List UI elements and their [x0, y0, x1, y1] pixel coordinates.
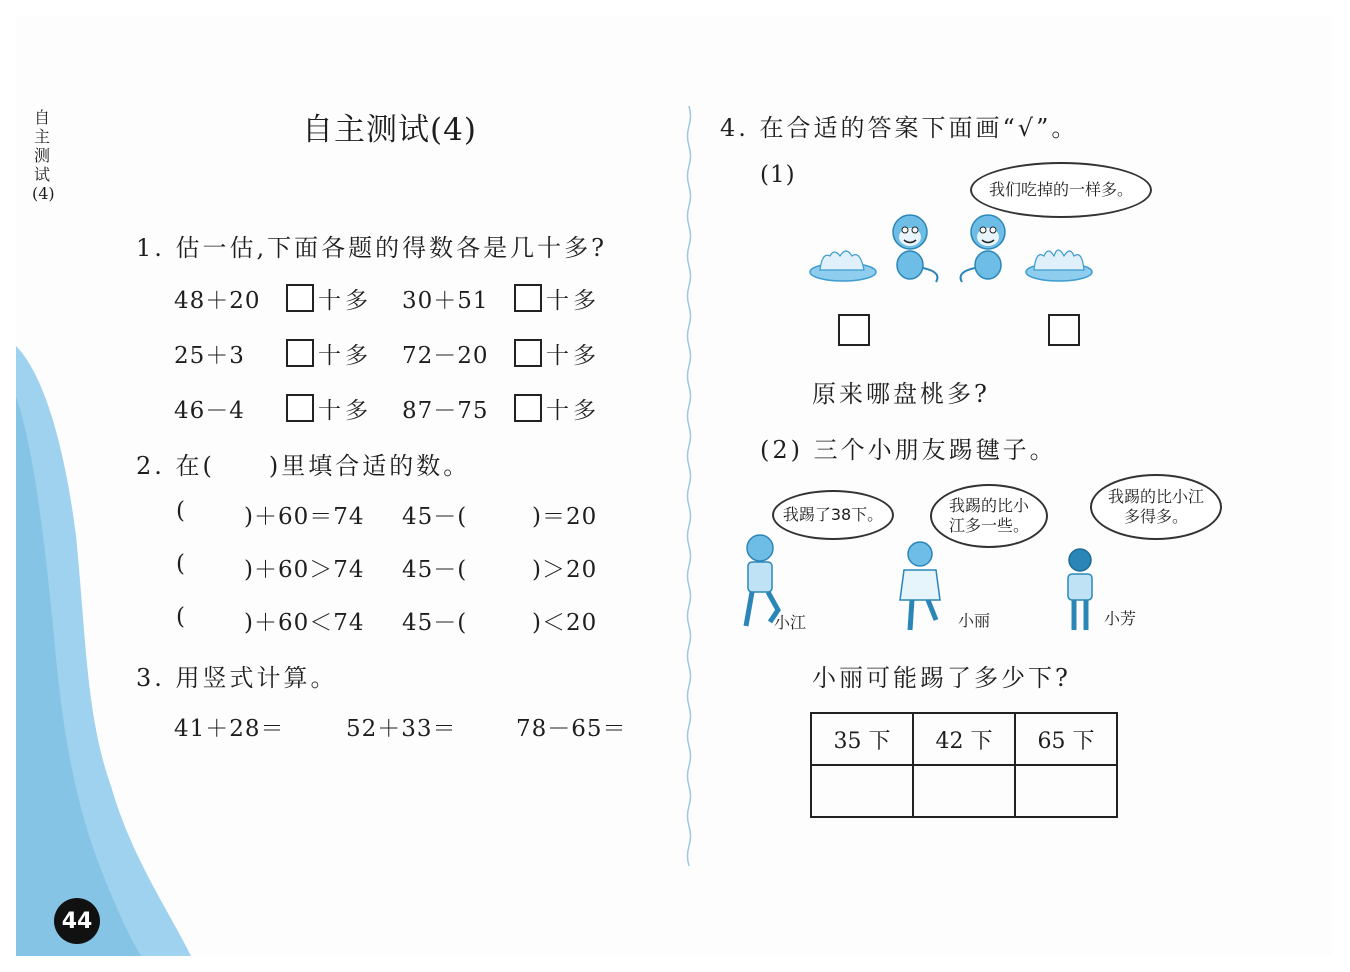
q1-expr-b: 72－20 [402, 343, 489, 369]
answer-box[interactable] [514, 284, 542, 312]
peach-plate-icon [1024, 242, 1094, 282]
girl-icon [886, 534, 956, 634]
answer-box[interactable] [286, 339, 314, 367]
q4-part2-question: 小丽可能踢了多少下? [812, 664, 1071, 692]
speech-bubble [1090, 474, 1222, 540]
q1-unit: 十多 [546, 398, 600, 424]
q4-part1-question: 原来哪盘桃多? [812, 380, 990, 408]
q1-title: 1. 估一估,下面各题的得数各是几十多? [136, 234, 608, 262]
q4-title: 4. 在合适的答案下面画“√”。 [720, 114, 1079, 142]
q2-open-paren: ( [176, 498, 186, 524]
girl-icon [1050, 542, 1110, 634]
check-box[interactable] [1048, 314, 1080, 346]
q1-expr-a: 48＋20 [174, 288, 261, 314]
check-cell[interactable] [1015, 765, 1117, 817]
blue-wave-decoration [16, 336, 206, 956]
answer-box[interactable] [514, 394, 542, 422]
check-cell[interactable] [913, 765, 1015, 817]
q1-unit: 十多 [318, 398, 372, 424]
answer-box[interactable] [286, 394, 314, 422]
kid-name: 小丽 [958, 611, 991, 630]
answer-box[interactable] [286, 284, 314, 312]
option-cell: 35 下 [811, 713, 913, 765]
answer-table [810, 712, 1118, 818]
speech-bubble-text: 我们吃掉的一样多。 [988, 180, 1133, 199]
q3-item: 52＋33＝ [346, 716, 457, 742]
table-row [811, 713, 1117, 765]
check-box[interactable] [838, 314, 870, 346]
kid-name: 小芳 [1104, 609, 1137, 628]
q2-expr-a: )＋60＜74 [244, 610, 365, 636]
page-title: 自主测试(4) [302, 112, 477, 148]
peach-plate-icon [808, 242, 878, 282]
q1-expr-b: 30＋51 [402, 288, 489, 314]
q2-expr-b: )＞20 [532, 557, 598, 583]
q1-unit: 十多 [318, 343, 372, 369]
q1-unit: 十多 [318, 288, 372, 314]
page-number: 44 [54, 898, 100, 944]
q2-open-paren: ( [176, 604, 186, 630]
q3-title: 3. 用竖式计算。 [136, 664, 338, 692]
q2-expr-a: )＋60＝74 [244, 504, 365, 530]
wavy-divider [686, 106, 692, 866]
workbook-page [16, 16, 1332, 956]
q1-expr-a: 25＋3 [174, 343, 245, 369]
q2-expr-b-pre: 45－( [402, 504, 468, 530]
q2-expr-b: )＝20 [532, 504, 598, 530]
answer-box[interactable] [514, 339, 542, 367]
q3-item: 78－65＝ [516, 716, 627, 742]
q1-expr-a: 46－4 [174, 398, 245, 424]
q2-expr-b-pre: 45－( [402, 610, 468, 636]
side-tab-label: 自主测试(4) [32, 108, 55, 203]
q2-expr-b: )＜20 [532, 610, 598, 636]
kid-name: 小江 [774, 613, 807, 632]
table-row [811, 765, 1117, 817]
check-cell[interactable] [811, 765, 913, 817]
q3-item: 41＋28＝ [174, 716, 285, 742]
q2-expr-b-pre: 45－( [402, 557, 468, 583]
q4-part1-label: (1) [760, 162, 796, 188]
speech-bubble-text: 我踢的比小江多得多。 [1107, 487, 1204, 526]
speech-bubble-text: 我踢的比小江多一些。 [948, 496, 1029, 535]
option-cell: 42 下 [913, 713, 1015, 765]
monkey-icon [952, 210, 1022, 290]
monkey-icon [876, 210, 946, 290]
speech-bubble-text: 我踢了38下。 [782, 505, 884, 524]
q1-unit: 十多 [546, 288, 600, 314]
q1-unit: 十多 [546, 343, 600, 369]
q2-title: 2. 在( )里填合适的数。 [136, 452, 471, 480]
q2-expr-a: )＋60＞74 [244, 557, 365, 583]
q4-part2-label: (2) 三个小朋友踢毽子。 [760, 436, 1057, 464]
q1-expr-b: 87－75 [402, 398, 489, 424]
option-cell: 65 下 [1015, 713, 1117, 765]
q2-open-paren: ( [176, 551, 186, 577]
